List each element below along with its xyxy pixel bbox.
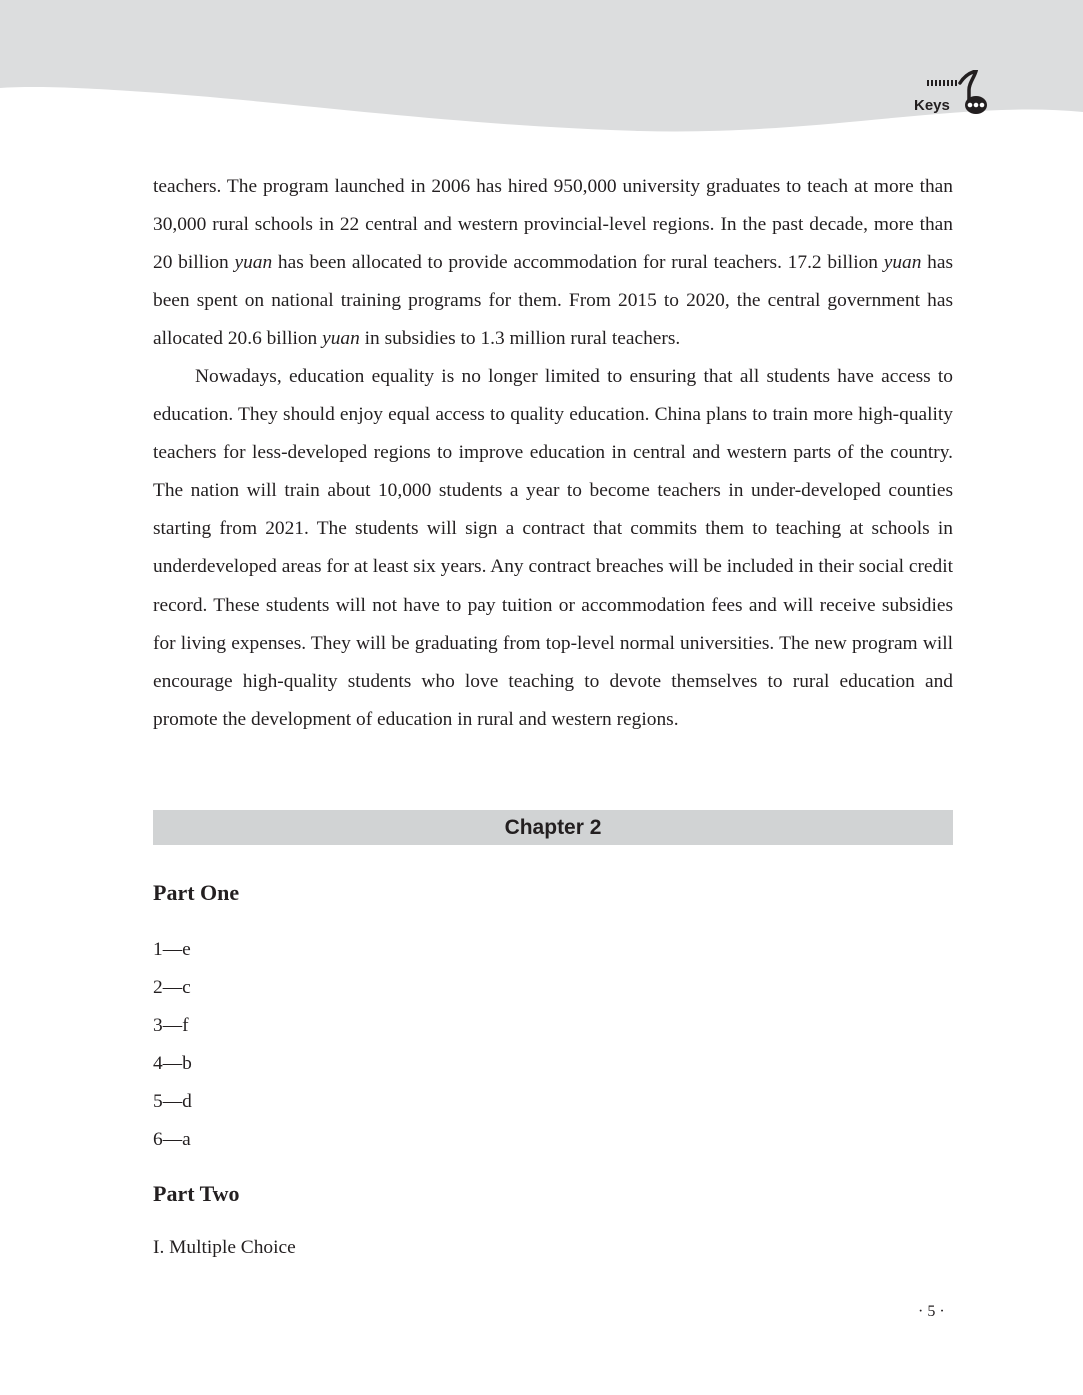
section-label-multiple-choice: I. Multiple Choice (153, 1237, 296, 1258)
italic-term: yuan (234, 252, 273, 274)
text-run: has been spent on national training programs for them. From 2015 to 2020, the central government has allocated 20.6 billion (153, 252, 954, 350)
page-number: · 5 · (918, 1303, 945, 1320)
answer-item: 1—e (153, 939, 191, 960)
answer-item: 5—d (153, 1091, 192, 1112)
part-two-heading: Part Two (153, 1181, 240, 1206)
body-text (153, 168, 953, 739)
italic-term: yuan (322, 328, 360, 350)
italic-term: yuan (883, 252, 922, 274)
paragraph-education-equality: Nowadays, education equality is no longer limited to ensuring that all students have access to education. They should enjoy equal access to quality education. China plans to train more high-quality teachers for less-developed regions to improve education in central and western parts of the country. The nation will train about 10,000 students a year to become teachers in under-developed counties starting from 2021. The students will sign a contract that commits them to teaching at schools in underdeveloped areas for at least six years. Any contract breaches will be included in their social credit record. These students will not have to pay tuition or accommodation fees and will receive subsidies for living expenses. They will be graduating from top-level normal universities. The new program will encourage high-quality students who love teaching to devote themselves to rural education and promote the development of education in rural and western regions. (153, 366, 953, 730)
answer-item: 3—f (153, 1015, 189, 1036)
header-section-label: Keys (914, 97, 950, 114)
answer-item: 6—a (153, 1129, 191, 1150)
answer-item: 4—b (153, 1053, 192, 1074)
answer-list (153, 931, 192, 1159)
chapter-title-bar: Chapter 2 (153, 810, 953, 845)
paragraph-rural-teachers (153, 168, 953, 358)
text-run: in subsidies to 1.3 million rural teachers. (359, 328, 681, 350)
header-wave-band (0, 0, 1083, 140)
text-run: has been allocated to provide accommodation for rural teachers. 17.2 billion (272, 252, 884, 274)
text-run: teachers. The program launched in 2006 has hired 950,000 university graduates to teach at more than 30,000 rural schools in 22 central and western provincial-level regions. In the past decade, more than 20 billion (153, 176, 953, 274)
answer-item: 2—c (153, 977, 191, 998)
part-one-heading: Part One (153, 880, 240, 905)
